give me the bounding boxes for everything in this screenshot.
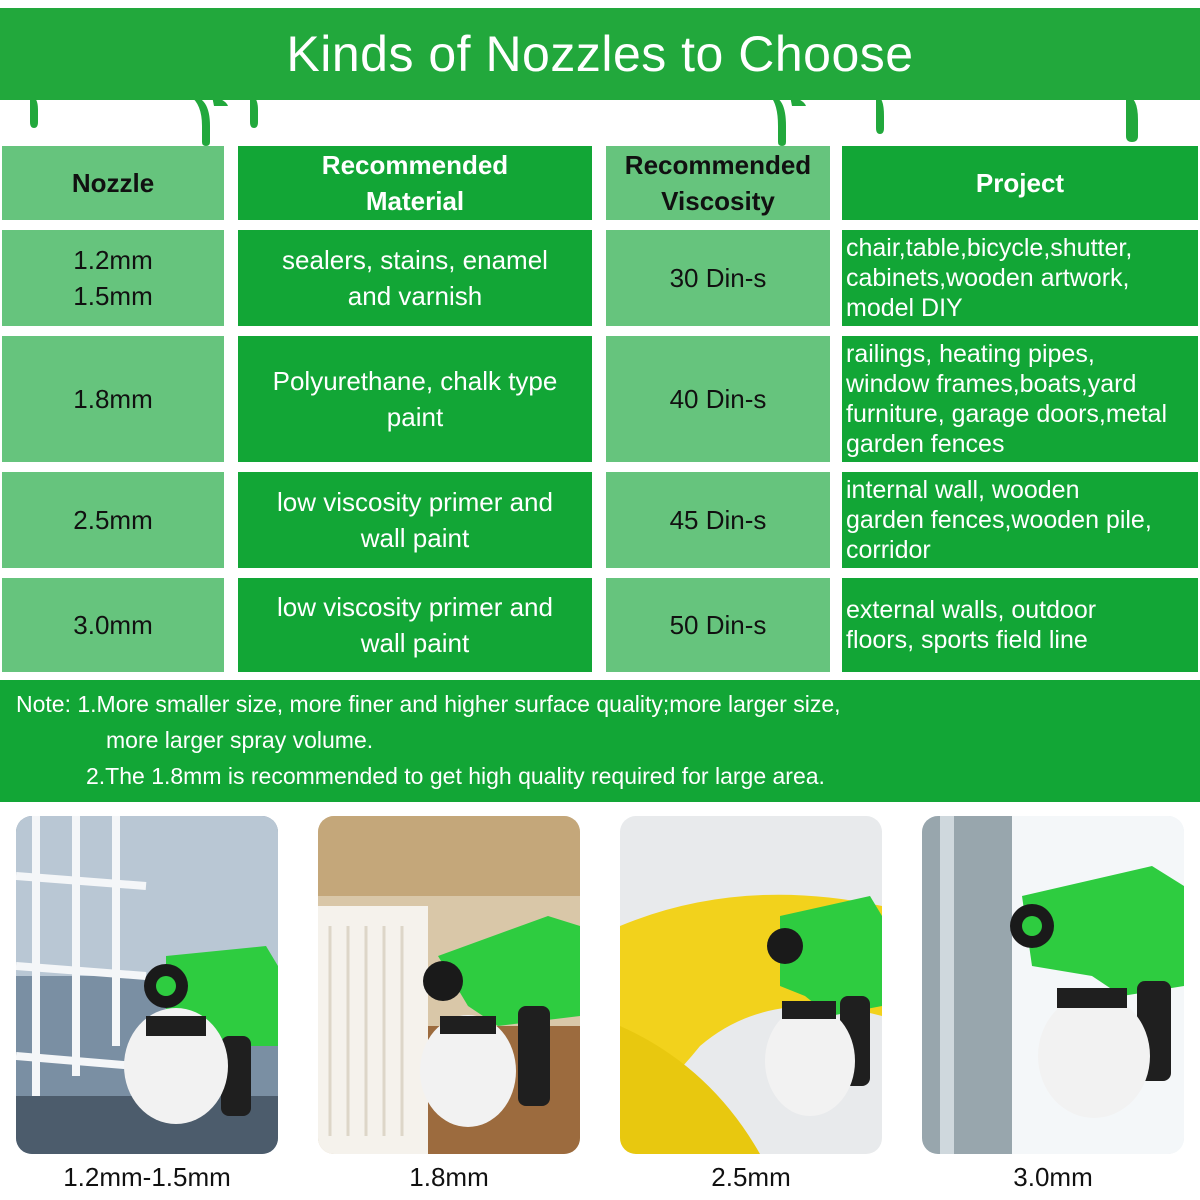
row-2-nozzle-text: 1.8mm	[73, 384, 153, 414]
table-row-3-project	[842, 472, 1198, 568]
page-title-banner	[0, 8, 1200, 100]
table-row-1-material	[238, 230, 592, 326]
table-row-3-nozzle	[2, 472, 224, 568]
caption-photo-3: 2.5mm	[711, 1162, 791, 1192]
table-row-3-material	[238, 472, 592, 568]
spray-gun-railing-illustration	[16, 816, 278, 1154]
table-row-1-viscosity	[606, 230, 830, 326]
photo-cabinet	[318, 816, 580, 1154]
row-2-material-text: Polyurethane, chalk type paint	[272, 366, 558, 432]
header-project-label: Project	[975, 168, 1065, 198]
row-1-project-text: chair,table,bicycle,shutter, cabinets,wooden artwork, model DIY	[846, 234, 1133, 322]
page-title: Kinds of Nozzles to Choose	[286, 26, 914, 82]
header-nozzle-label: Nozzle	[71, 168, 155, 198]
row-3-viscosity-text: 45 Din-s	[669, 505, 767, 535]
note-line-2: more larger spray volume.	[106, 727, 374, 753]
row-3-nozzle-text: 2.5mm	[73, 505, 153, 535]
caption-photo-2: 1.8mm	[409, 1162, 489, 1192]
header-viscosity	[606, 146, 830, 220]
row-3-material-text: low viscosity primer and wall paint	[277, 487, 553, 553]
photo-railing	[16, 816, 278, 1154]
table-row-4-viscosity	[606, 578, 830, 672]
row-4-nozzle-text: 3.0mm	[73, 610, 153, 640]
note-box	[0, 680, 1200, 802]
photo-yellow-part	[620, 816, 882, 1154]
row-4-material-text: low viscosity primer and wall paint	[277, 592, 553, 658]
row-1-nozzle-text: 1.2mm 1.5mm	[73, 245, 153, 311]
note-line-3: 2.The 1.8mm is recommended to get high quality required for large area.	[86, 763, 825, 789]
row-4-viscosity-text: 50 Din-s	[669, 610, 767, 640]
caption-photo-4: 3.0mm	[1013, 1162, 1093, 1192]
row-1-viscosity-text: 30 Din-s	[669, 263, 767, 293]
table-row-2-material	[238, 336, 592, 462]
header-viscosity-label: Recommended Viscosity	[624, 150, 812, 216]
note-line-1: Note: 1.More smaller size, more finer and higher surface quality;more larger size,	[16, 691, 841, 717]
row-4-project-text: external walls, outdoor floors, sports field line	[846, 596, 1097, 654]
table-row-2-nozzle	[2, 336, 224, 462]
header-material-label: Recommended Material	[321, 150, 509, 216]
row-3-project-text: internal wall, wooden garden fences,wooden pile, corridor	[846, 476, 1152, 564]
table-row-4-material	[238, 578, 592, 672]
table-row-4-project	[842, 578, 1198, 672]
row-2-project-text: railings, heating pipes, window frames,boats,yard furniture, garage doors,metal garden fences	[846, 340, 1168, 458]
photo-wall	[922, 816, 1184, 1154]
table-row-2-project	[842, 336, 1198, 462]
caption-photo-1: 1.2mm-1.5mm	[63, 1162, 231, 1192]
row-2-viscosity-text: 40 Din-s	[669, 384, 767, 414]
header-nozzle	[2, 146, 224, 220]
spray-gun-wall-illustration	[922, 816, 1184, 1154]
table-row-1-project	[842, 230, 1198, 326]
table-row-3-viscosity	[606, 472, 830, 568]
table-row-2-viscosity	[606, 336, 830, 462]
spray-gun-cabinet-illustration	[318, 816, 580, 1154]
spray-gun-yellow-part-illustration	[620, 816, 882, 1154]
header-project	[842, 146, 1198, 220]
header-material	[238, 146, 592, 220]
table-row-4-nozzle	[2, 578, 224, 672]
table-row-1-nozzle	[2, 230, 224, 326]
row-1-material-text: sealers, stains, enamel and varnish	[282, 245, 548, 311]
